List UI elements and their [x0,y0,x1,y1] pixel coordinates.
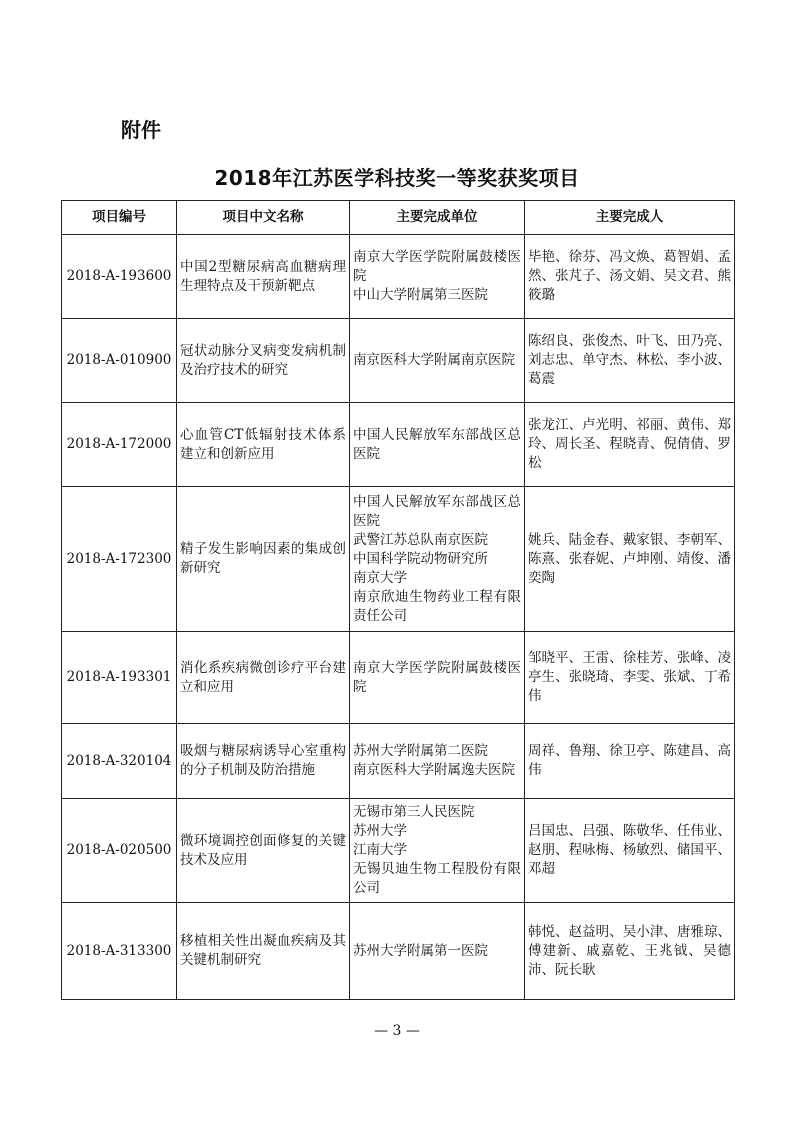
completion-people: 姚兵、陆金春、戴家银、李朝军、陈熹、张春妮、卢坤刚、靖俊、潘奕陶 [525,487,735,632]
project-name: 微环境调控创面修复的关键技术及应用 [177,799,350,903]
completion-unit: 武警江苏总队南京医院 [353,531,488,548]
completion-unit: 无锡贝迪生物工程股份有限公司 [353,861,521,896]
page-number: — 3 — [374,1023,420,1039]
completion-units [350,403,525,487]
completion-units [350,799,525,903]
completion-people: 周祥、鲁翔、徐卫亭、陈建昌、高伟 [525,724,735,799]
completion-units [350,487,525,632]
project-name: 消化系疾病微创诊疗平台建立和应用 [177,632,350,724]
project-name: 中国2型糖尿病高血糖病理生理特点及干预新靶点 [177,235,350,319]
completion-people: 韩悦、赵益明、吴小津、唐雅琼、傅建新、戚嘉乾、王兆钺、吴德沛、阮长耿 [525,903,735,1000]
completion-unit: 中国科学院动物研究所 [353,550,488,567]
header-people: 主要完成人 [525,201,735,235]
completion-units [350,632,525,724]
project-code: 2018-A-313300 [62,903,177,1000]
table-row [62,724,735,799]
completion-unit: 南京大学 [353,569,407,586]
completion-unit: 苏州大学附属第二医院 [353,743,488,759]
table-row [62,487,735,632]
project-name: 冠状动脉分叉病变发病机制及治疗技术的研究 [177,319,350,403]
completion-units [350,319,525,403]
project-name: 精子发生影响因素的集成创新研究 [177,487,350,632]
completion-unit: 中山大学附属第三医院 [353,287,488,303]
project-code: 2018-A-020500 [62,799,177,903]
table-row [62,235,735,319]
header-units: 主要完成单位 [350,201,525,235]
completion-unit: 南京欣迪生物药业工程有限责任公司 [353,588,521,624]
completion-unit: 南京大学医学院附属鼓楼医院 [353,249,521,284]
completion-people: 邹晓平、王雷、徐桂芳、张峰、凌亭生、张晓琦、李雯、张斌、丁希伟 [525,632,735,724]
table-row [62,632,735,724]
project-name: 吸烟与糖尿病诱导心室重构的分子机制及防治措施 [177,724,350,799]
completion-unit: 苏州大学 [353,823,407,839]
completion-unit: 无锡市第三人民医院 [353,804,475,820]
completion-people: 张龙江、卢光明、祁丽、黄伟、郑玲、周长圣、程晓青、倪倩倩、罗松 [525,403,735,487]
completion-people: 吕国忠、吕强、陈敬华、任伟业、赵朋、程咏梅、杨敏烈、储国平、邓超 [525,799,735,903]
project-code: 2018-A-010900 [62,319,177,403]
completion-people: 毕艳、徐芬、冯文焕、葛智娟、孟然、张芃子、汤文娟、吴文君、熊筱璐 [525,235,735,319]
table-row [62,319,735,403]
attachment-label: 附件 [121,118,161,142]
completion-unit: 南京医科大学附属南京医院 [353,352,515,368]
header-project-name: 项目中文名称 [177,201,350,235]
project-name: 心血管CT低辐射技术体系建立和创新应用 [177,403,350,487]
project-code: 2018-A-172300 [62,487,177,632]
project-name: 移植相关性出凝血疾病及其关键机制研究 [177,903,350,1000]
project-code: 2018-A-320104 [62,724,177,799]
completion-units [350,235,525,319]
document-title: 2018年江苏医学科技奖一等奖获奖项目 [214,166,580,190]
completion-unit: 苏州大学附属第一医院 [353,942,488,959]
table-header [62,201,735,235]
project-code: 2018-A-172000 [62,403,177,487]
table-row [62,903,735,1000]
table-row [62,403,735,487]
project-code: 2018-A-193301 [62,632,177,724]
awards-table [61,200,735,1000]
completion-units [350,903,525,1000]
completion-units [350,724,525,799]
project-code: 2018-A-193600 [62,235,177,319]
completion-unit: 中国人民解放军东部战区总医院 [353,426,521,462]
completion-unit: 江南大学 [353,842,407,858]
completion-unit: 中国人民解放军东部战区总医院 [353,493,521,529]
table-body [62,235,735,1000]
completion-unit: 南京医科大学附属逸夫医院 [353,762,515,778]
table-row [62,799,735,903]
completion-unit: 南京大学医学院附属鼓楼医院 [353,659,521,695]
header-project-code: 项目编号 [62,201,177,235]
completion-people: 陈绍良、张俊杰、叶飞、田乃亮、刘志忠、单守杰、林松、李小波、葛震 [525,319,735,403]
